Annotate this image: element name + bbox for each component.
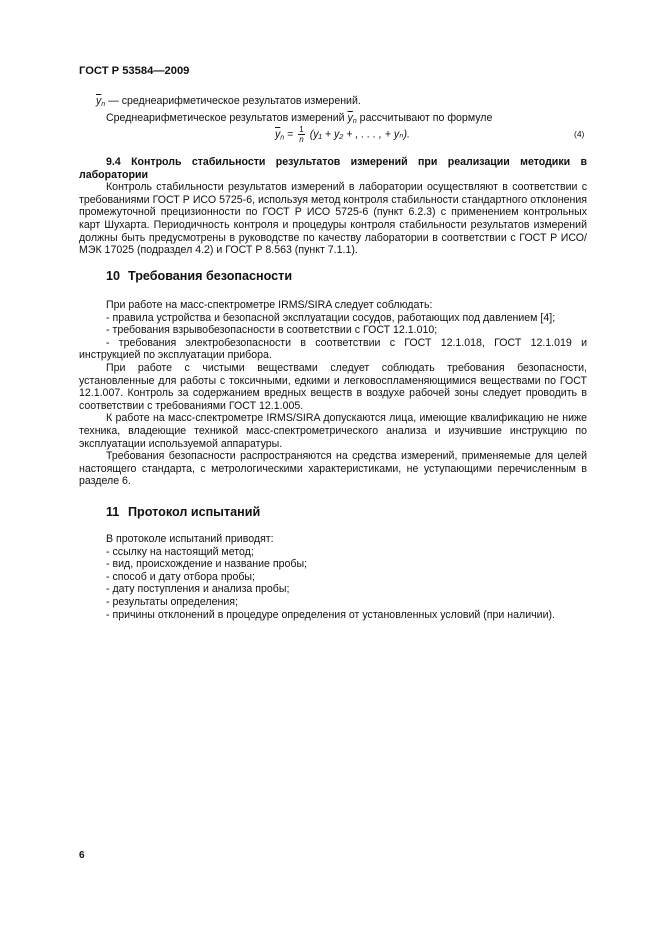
list-item: - дату поступления и анализа пробы; — [106, 583, 290, 596]
section-11-heading: 11 Протокол испытаний — [106, 505, 261, 519]
section-10-heading: 10 Требования безопасности — [106, 269, 293, 283]
definition-line — [79, 95, 587, 128]
section-11-intro: В протоколе испытаний приводят: — [106, 533, 274, 545]
paragraph: К работе на масс-спектрометре IRMS/SIRA допускаются лица, имеющие квалификацию не ниже техника, владеющие техникой масс-спектрометрического анализа и изучившие инструкцию по эксплуатации используемой аппаратуры. — [79, 412, 587, 450]
list-item: - требования электробезопасности в соответствии с ГОСТ 12.1.018, ГОСТ 12.1.019 и инструкцией по эксплуатации прибора. — [79, 336, 587, 362]
list-item: - результаты определения; — [106, 595, 238, 608]
section-11-body — [79, 533, 587, 621]
formula-intro: Среднеарифметическое результатов измерений $\overline{y}_n$ рассчитывают по формуле — [106, 111, 493, 125]
section-9-4-paragraph: Контроль стабильности результатов измерений в лаборатории осуществляют в соответствии с требованиями ГОСТ Р ИСО 5725-6, используя метод контроля стабильности стандартного отклонения промежуточной прецизионности по ГОСТ Р ИСО 5725-6 (пункт 6.2.3) с применением контрольных карт Шухарта. Периодичность контроля и процедуры контроля стабильности результатов измерений должны быть предусмотрены в руководстве по качеству лаборатории в соответствии с ГОСТ Р ИСО/МЭК 17025 (подраздел 4.2) и ГОСТ Р 8.563 (пункт 7.1.1). — [79, 181, 587, 257]
section-10-intro: При работе на масс-спектрометре IRMS/SIRA следует соблюдать: — [106, 299, 433, 311]
section-10-body — [79, 299, 587, 488]
definition-text: — среднеарифметическое результатов измерений. — [108, 95, 361, 107]
section-9-4 — [79, 156, 587, 257]
list-item: - способ и дату отбора пробы; — [106, 570, 255, 583]
list-item: - вид, происхождение и название пробы; — [106, 558, 308, 571]
list-item: - причины отклонений в процедуре определения от установленных условий (при наличии). — [106, 608, 555, 621]
page-number: 6 — [79, 850, 85, 861]
list-item: - ссылку на настоящий метод; — [106, 545, 254, 558]
y-subscript: n — [101, 101, 106, 108]
standard-header: ГОСТ Р 53584—2009 — [79, 65, 190, 77]
y-bar-symbol: $\overline{y}$ — [96, 95, 102, 107]
paragraph: Требования безопасности распространяются на средства измерений, применяемые для целей настоящего стандарта, с метрологическими характеристиками, не уступающими перечисленным в разделе 6. — [79, 450, 587, 488]
section-9-4-heading: 9.4 Контроль стабильности результатов измерений при реализации методики в лаборатории — [79, 156, 587, 181]
equation-number: (4) — [574, 129, 585, 139]
paragraph: При работе с чистыми веществами следует соблюдать требования безопасности, установленные для работы с токсичными, едкими и легковоспламеняющимися веществами по ГОСТ 12.1.007. Контроль за содержанием вредных веществ в воздухе рабочей зоны следует проводить в соответствии с требованиями ГОСТ 12.1.005. — [79, 361, 587, 412]
fraction: $\frac{1}{n}$ — [299, 125, 304, 144]
list-item: - требования взрывобезопасности в соответствии с ГОСТ 12.1.010; — [106, 324, 438, 337]
formula-4: $\overline{y}_n$ = $\frac{1}{n}$ (y₁ + y₂ + , . . . , + yₙ). — [275, 125, 410, 144]
list-item: - правила устройства и безопасной эксплуатации сосудов, работающих под давлением [4]; — [106, 311, 556, 324]
